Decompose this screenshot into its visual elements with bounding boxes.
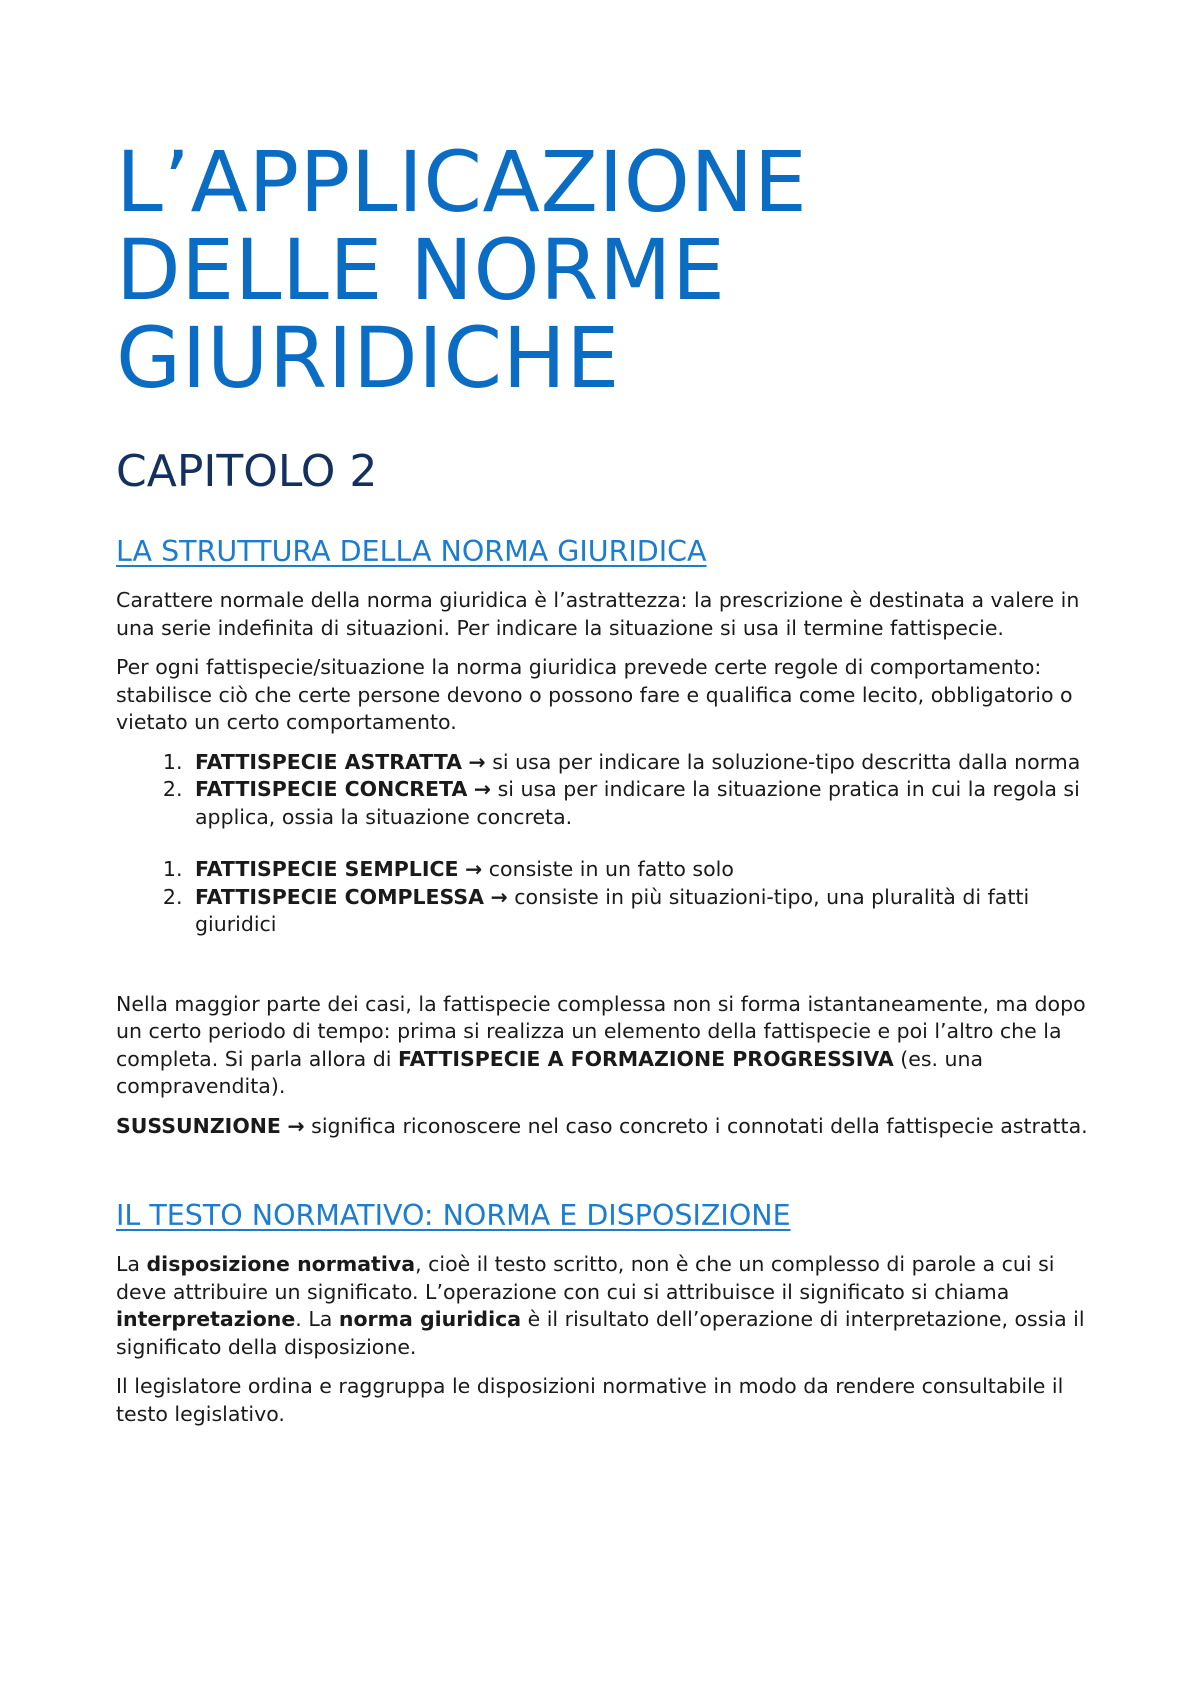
paragraph-text: significa riconoscere nel caso concreto i connotati della fattispecie astratta. xyxy=(304,1113,1088,1138)
paragraph-text: Nella maggior parte dei casi, la fattispecie complessa non si forma istantaneamente, ma dopo un certo periodo di tempo: prima si realizza un elemento della fattispecie e poi l’altro che la completa. Si parla allora di xyxy=(116,991,1086,1071)
list-item xyxy=(189,749,1092,777)
bold-term: norma giuridica xyxy=(338,1307,522,1331)
document-title xyxy=(116,133,1092,407)
arrow-icon: → xyxy=(465,857,483,881)
list-item-text: si usa per indicare la situazione pratica in cui la regola si applica, ossia la situazione concreta. xyxy=(195,777,1080,829)
numbered-list xyxy=(116,856,1092,939)
bold-term: disposizione normativa xyxy=(146,1252,416,1276)
title-line-2: DELLE NORME xyxy=(116,221,726,319)
arrow-icon: → xyxy=(468,749,486,774)
list-item-term: FATTISPECIE COMPLESSA xyxy=(195,884,485,909)
list-item-text: consiste in più situazioni-tipo, una pluralità di fatti giuridici xyxy=(195,884,1030,936)
list-item xyxy=(189,884,1092,939)
section-heading-testo-normativo: IL TESTO NORMATIVO: NORMA E DISPOSIZIONE xyxy=(116,1199,791,1232)
arrow-icon: → xyxy=(490,884,508,909)
list-item-text: consiste in un fatto solo xyxy=(482,857,734,881)
list-item-term: FATTISPECIE ASTRATTA xyxy=(195,749,462,774)
bold-term: SUSSUNZIONE xyxy=(116,1113,281,1138)
paragraph xyxy=(116,1113,1092,1141)
list-item xyxy=(189,776,1092,831)
paragraph: Per ogni fattispecie/situazione la norma giuridica prevede certe regole di comportamento: stabilisce ciò che certe persone devono o possono fare e qualifica come lecito, obbligatorio o vietato un certo comportamento. xyxy=(116,655,1073,734)
list-item-term: FATTISPECIE SEMPLICE xyxy=(195,857,459,881)
title-line-1: L’APPLICAZIONE xyxy=(116,133,808,231)
paragraph-text: La xyxy=(116,1252,147,1276)
arrow-icon: → xyxy=(287,1113,305,1138)
chapter-heading: CAPITOLO 2 xyxy=(116,446,378,497)
paragraph-text: è il risultato dell’operazione di interpretazione, ossia il significato della disposizione. xyxy=(116,1307,1085,1359)
paragraph-text: (es. una compravendita). xyxy=(116,1046,984,1098)
bold-term: FATTISPECIE A FORMAZIONE PROGRESSIVA xyxy=(397,1046,894,1071)
paragraph-text: . La xyxy=(295,1307,339,1331)
arrow-icon: → xyxy=(473,777,492,801)
paragraph xyxy=(116,1251,1092,1361)
paragraph: Il legislatore ordina e raggruppa le disposizioni normative in modo da rendere consultabile il testo legislativo. xyxy=(116,1374,1064,1426)
paragraph xyxy=(116,991,1092,1101)
numbered-list xyxy=(116,749,1092,832)
title-line-3: GIURIDICHE xyxy=(116,309,620,407)
paragraph-text: , cioè il testo scritto, non è che un complesso di parole a cui si deve attribuire un significato. L’operazione con cui si attribuisce il significato si chiama xyxy=(116,1252,1055,1304)
bold-term: interpretazione xyxy=(116,1307,296,1331)
section-heading-struttura: LA STRUTTURA DELLA NORMA GIURIDICA xyxy=(116,535,707,568)
paragraph: Carattere normale della norma giuridica è l’astrattezza: la prescrizione è destinata a valere in una serie indefinita di situazioni. Per indicare la situazione si usa il termine fattispecie. xyxy=(116,588,1080,640)
list-item-term: FATTISPECIE CONCRETA xyxy=(195,777,468,801)
list-item xyxy=(189,856,1092,884)
list-item-text: si usa per indicare la soluzione-tipo descritta dalla norma xyxy=(485,749,1081,774)
